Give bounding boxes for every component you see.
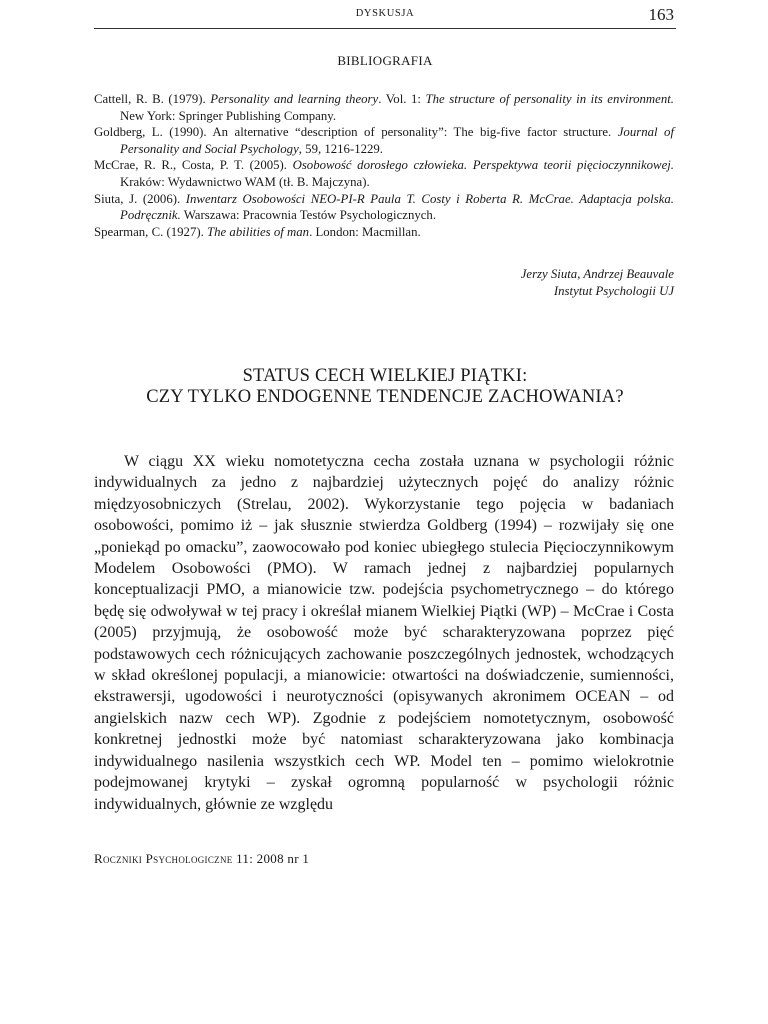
body-paragraph: W ciągu XX wieku nomotetyczna cecha została uznana w psychologii różnic indywidualnych za jedno z najbardziej użytecznych pojęć do analizy różnic międzyosobniczych (Strelau, 2002). Wykorzystanie tego pojęcia w badaniach osobowości, pomimo iż – jak słusznie stwierdza Goldberg (1994) – rozwijały się one „poniekąd po omacku”, zaowocowało pod koniec ubiegłego stulecia Pięcioczynnikowym Modelem Osobowości (PMO). W ramach jednej z najbardziej popularnych konceptualizacji PMO, a mianowicie tzw. podejścia psychometrycznego – do którego będę się odwoływał w tej pracy i określał mianem Wielkiej Piątki (WP) – McCrae i Costa (2005) przyjmują, że osobowość może być scharakteryzowana poprzez pięć podstawowych cech różnicujących zachowanie poszczególnych jednostek, wchodzących w skład określonej populacji, a mianowicie: otwartości na doświadczenie, sumienności, ekstrawersji, ugodowości i neurotyczności (opisywanych akronimem OCEAN – od angielskich nazw cech WP). Zgodnie z podejściem nomotetycznym, osobowość konkretnej jednostki może być natomiast scharakteryzowana jako kombinacja indywidualnego nasilenia wszystkich cech WP. Model ten – pomimo wielokrotnie podejmowanej krytyki – zyskał ogromną popularność w psychologii różnic indywidualnych, głównie ze względu — [94, 453, 674, 813]
bibliography-entry: Goldberg, L. (1990). An alternative “description of personality”: The big-five factor structure. Journal of Personality and Social Psychology, 59, 1216-1229. — [94, 125, 675, 156]
journal-name: Roczniki Psychologiczne — [94, 851, 233, 866]
bibliography-heading: BIBLIOGRAFIA — [337, 53, 433, 68]
bibliography-entry: Siuta, J. (2006). Inwentarz Osobowości NEO-PI-R Paula T. Costy i Roberta R. McCrae. Adaptacja polska. Podręcznik. Warszawa: Pracownia Testów Psychologicznych. — [94, 191, 674, 223]
bibliography-entry: McCrae, R. R., Costa, P. T. (2005). Osobowość dorosłego człowieka. Perspektywa teorii pięcioczynnikowej. Kraków: Wydawnictwo WAM (tł. B. Majczyna). — [94, 158, 675, 189]
author-signature — [521, 266, 674, 300]
bibliography-list — [94, 91, 674, 240]
page-number: 163 — [648, 5, 674, 24]
article-title — [94, 366, 676, 408]
journal-issue: 11: 2008 nr 1 — [232, 851, 310, 866]
article-title-line-2: CZY TYLKO ENDOGENNE TENDENCJE ZACHOWANIA? — [146, 387, 624, 407]
bibliography-entry: Spearman, C. (1927). The abilities of man. London: Macmillan. — [94, 224, 421, 239]
bibliography-entry: Cattell, R. B. (1979). Personality and learning theory. Vol. 1: The structure of personality in its environment. New York: Springer Publishing Company. — [94, 92, 674, 123]
journal-footer — [94, 851, 309, 867]
section-name: DYSKUSJA — [355, 8, 415, 19]
signature-affiliation: Instytut Psychologii UJ — [553, 284, 674, 298]
article-title-line-1: STATUS CECH WIELKIEJ PIĄTKI: — [242, 366, 528, 386]
signature-authors: Jerzy Siuta, Andrzej Beauvale — [520, 267, 674, 281]
running-header — [94, 6, 676, 29]
